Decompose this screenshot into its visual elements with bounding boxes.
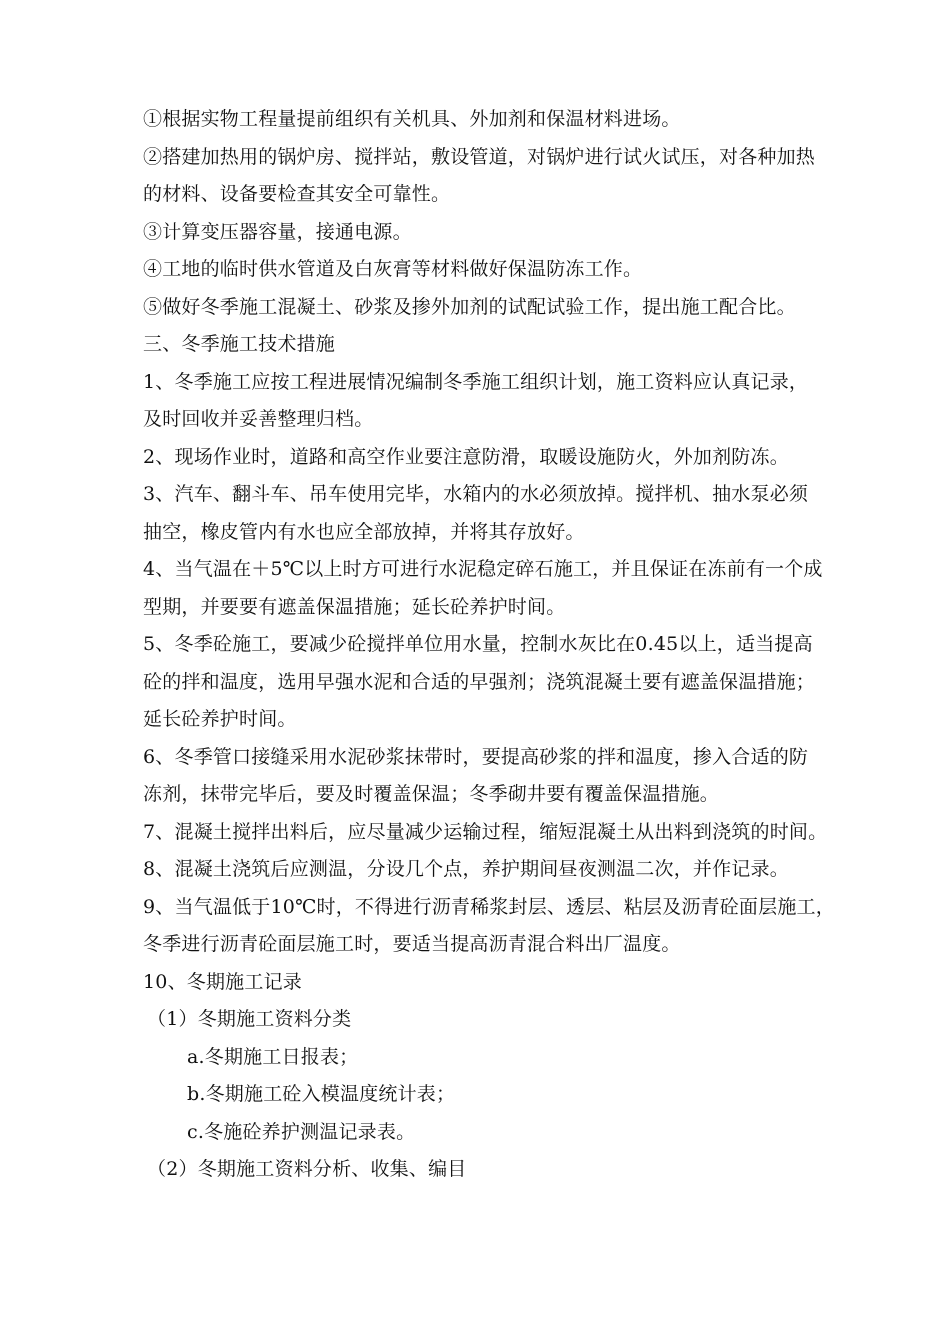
paragraph-line: 延长砼养护时间。 [143,708,297,730]
paragraph-line: 6、冬季管口接缝采用水泥砂浆抹带时，要提高砂浆的拌和温度，掺入合适的防 [143,745,809,768]
paragraph-line: 8、混凝土浇筑后应测温，分设几个点，养护期间昼夜测温二次，并作记录。 [143,858,789,880]
paragraph-line: ④工地的临时供水管道及白灰膏等材料做好保温防冻工作。 [143,258,643,280]
paragraph-line: 7、混凝土搅拌出料后，应尽量减少运输过程，缩短混凝土从出料到浇筑的时间。 [143,820,828,843]
paragraph-line: ①根据实物工程量提前组织有关机具、外加剂和保温材料进场。 [143,108,681,130]
subsection-heading: （2）冬期施工资料分析、收集、编目 [147,1158,467,1180]
paragraph-line: 抽空，橡皮管内有水也应全部放掉，并将其存放好。 [143,520,585,543]
list-item: b.冬期施工砼入模温度统计表； [187,1083,456,1105]
paragraph-line: 10、冬期施工记录 [143,970,302,993]
paragraph-line: 3、汽车、翻斗车、吊车使用完毕，水箱内的水必须放掉。搅拌机、抽水泵必须 [143,483,809,505]
paragraph-line: ③计算变压器容量，接通电源。 [143,220,412,243]
paragraph-line: 型期，并要要有遮盖保温措施；延长砼养护时间。 [143,595,566,618]
paragraph-line: 4、当气温在＋5℃以上时方可进行水泥稳定碎石施工，并且保证在冻前有一个成 [143,558,823,580]
paragraph-line: 1、冬季施工应按工程进展情况编制冬季施工组织计划，施工资料应认真记录， [143,370,809,393]
paragraph-line: 砼的拌和温度，选用早强水泥和合适的早强剂；浇筑混凝土要有遮盖保温措施； [143,670,816,693]
subsection-heading: （1）冬期施工资料分类 [147,1008,352,1030]
document-body [143,101,835,1189]
section-heading: 三、冬季施工技术措施 [143,333,336,355]
paragraph-line: ②搭建加热用的锅炉房、搅拌站，敷设管道，对锅炉进行试火试压，对各种加热 [143,145,816,168]
paragraph-line: 及时回收并妥善整理归档。 [143,408,374,430]
list-item: a.冬期施工日报表； [187,1045,359,1068]
paragraph-line: 5、冬季砼施工，要减少砼搅拌单位用水量，控制水灰比在0.45以上，适当提高 [143,633,813,655]
paragraph-line: 的材料、设备要检查其安全可靠性。 [143,183,451,205]
paragraph-line: 冻剂，抹带完毕后，要及时覆盖保温；冬季砌井要有覆盖保温措施。 [143,783,720,805]
paragraph-line: 冬季进行沥青砼面层施工时，要适当提高沥青混合料出厂温度。 [143,933,681,955]
paragraph-line: 9、当气温低于10℃时，不得进行沥青稀浆封层、透层、粘层及沥青砼面层施工， [143,895,835,918]
paragraph-line: 2、现场作业时，道路和高空作业要注意防滑，取暖设施防火，外加剂防冻。 [143,445,789,468]
list-item: c.冬施砼养护测温记录表。 [187,1120,416,1143]
paragraph-line: ⑤做好冬季施工混凝土、砂浆及掺外加剂的试配试验工作，提出施工配合比。 [143,295,796,318]
